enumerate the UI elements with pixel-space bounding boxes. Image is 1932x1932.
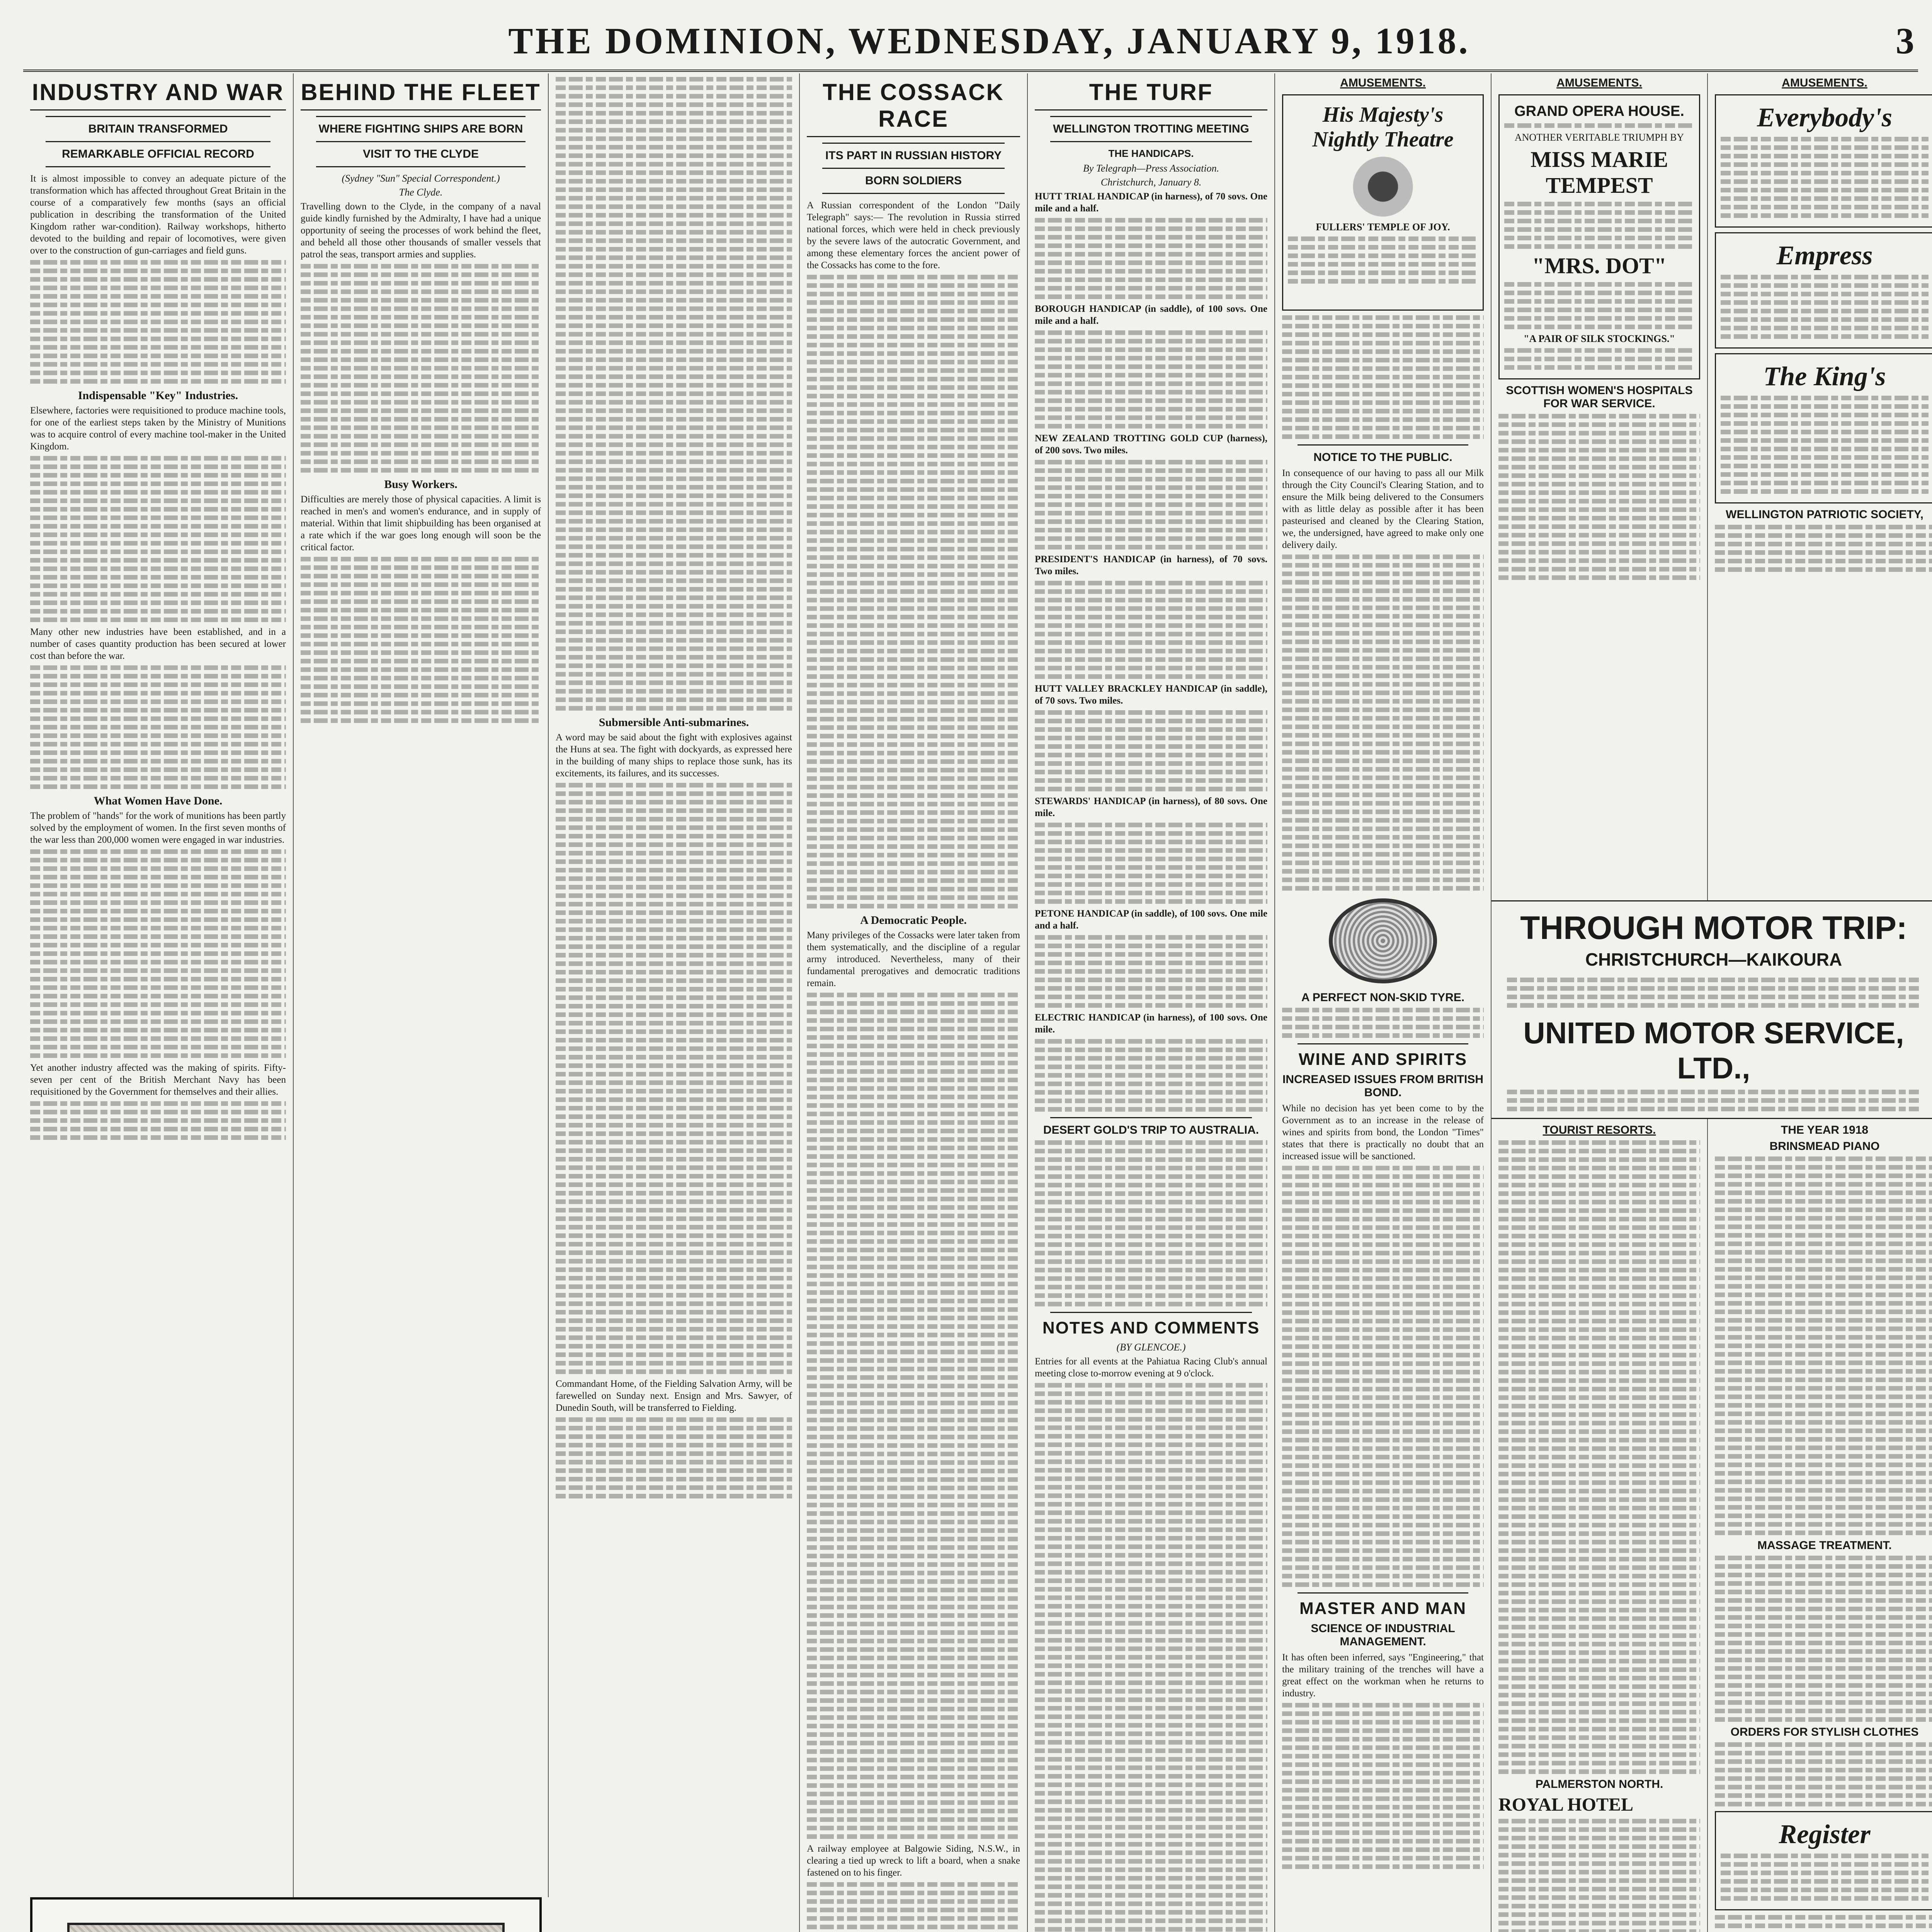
- divider: [316, 166, 526, 167]
- article-subhead: INCREASED ISSUES FROM BRITISH BOND.: [1282, 1073, 1484, 1099]
- article-paragraph: A railway employee at Balgowie Siding, N.S.W., in clearing a tied up wreck to lift a board, when a snake fastened on to his finger.: [807, 1844, 1020, 1878]
- fullers-advertisement: [1282, 94, 1484, 311]
- divider: [822, 143, 1005, 144]
- race-heading: ELECTRIC HANDICAP (in harness), of 100 sovs. One mile.: [1035, 1012, 1267, 1035]
- race-heading: PETONE HANDICAP (in saddle), of 100 sovs. One mile and a half.: [1035, 908, 1267, 931]
- column-tourist-resorts: [1492, 1121, 1708, 1932]
- notice-heading: ORDERS FOR STYLISH CLOTHES: [1730, 1726, 1919, 1738]
- kodak-ad-region: [23, 1897, 549, 1932]
- divider: [1298, 444, 1468, 446]
- masthead: [23, 12, 1918, 72]
- notice-heading: WELLINGTON PATRIOTIC SOCIETY,: [1726, 508, 1923, 521]
- article-headline: THE TURF: [1035, 79, 1267, 111]
- article-paragraph: Elsewhere, factories were requisitioned to produce machine tools, for one of the earliest steps taken by the Ministry of Munitions was to acquire control of every machine tool-maker in the United Kingdom.: [30, 405, 286, 452]
- divider: [1298, 1043, 1468, 1044]
- ad-firm-name: UNITED MOTOR SERVICE, LTD.,: [1523, 1016, 1904, 1085]
- article-subhead: VISIT TO THE CLYDE: [362, 148, 479, 160]
- divider: [46, 116, 270, 117]
- article-subhead: THE HANDICAPS.: [1108, 148, 1194, 159]
- divider: [46, 166, 270, 167]
- play-title: "MRS. DOT": [1532, 253, 1667, 278]
- column-cossack-race: [800, 73, 1028, 1932]
- divider: [822, 168, 1005, 169]
- divider: [1050, 1117, 1252, 1118]
- section-heading: A Democratic People.: [860, 914, 967, 927]
- venue-logo: The King's: [1763, 362, 1886, 391]
- article-subhead: DESERT GOLD'S TRIP TO AUSTRALIA.: [1043, 1124, 1259, 1136]
- article-paragraph: It is almost impossible to convey an adequate picture of the transformation which has affected throughout Great Britain in the course of a comparatively few months (says an official publication in describing the transformation of the United Kingdom rather war-condition). Railway workshops, hitherto devoted to the building and repair of locomotives, were given over to the construction of gun-carriages and field guns.: [30, 173, 286, 256]
- hotel-name: ROYAL HOTEL: [1498, 1794, 1634, 1815]
- star-name: MISS MARIE TEMPEST: [1530, 147, 1668, 198]
- article-paragraph: A Russian correspondent of the London "Daily Telegraph" says:— The revolution in Russia stirred national forces, which were held in check previously by the severe laws of the autocratic Government, and among these elementary forces the ancient power of the Cossacks has come to the fore.: [807, 200, 1020, 270]
- tyre-illustration: [1329, 898, 1437, 983]
- divider: [316, 116, 526, 117]
- section-headline: MASTER AND MAN: [1299, 1599, 1467, 1618]
- article-subhead: WHERE FIGHTING SHIPS ARE BORN: [318, 122, 523, 135]
- column-the-turf: [1028, 73, 1275, 1932]
- divider: [1050, 116, 1252, 117]
- everybodys-advertisement: [1715, 94, 1932, 228]
- column-industry-and-war: [23, 73, 294, 1932]
- empress-advertisement: [1715, 232, 1932, 349]
- register-advertisement: [1715, 1811, 1932, 1910]
- section-label: AMUSEMENTS.: [1340, 77, 1426, 89]
- ad-caption: A PERFECT NON-SKID TYRE.: [1301, 991, 1465, 1004]
- section-label: AMUSEMENTS.: [1782, 77, 1867, 89]
- divider: [822, 193, 1005, 194]
- camera-illustration: [67, 1923, 505, 1932]
- ad-line: ANOTHER VERITABLE TRIUMPH BY: [1514, 132, 1684, 143]
- article-paragraph: Travelling down to the Clyde, in the company of a naval guide kindly furnished by the Admiralty, I have had a unique opportunity of seeing the processes of work behind the fleet, and beheld all those other thousands of smaller vessels that patrol the seas, transport armies and supplies.: [301, 201, 541, 260]
- divider: [1050, 1312, 1252, 1313]
- notice-heading: PALMERSTON NORTH.: [1535, 1778, 1663, 1791]
- article-paragraph: Commandant Home, of the Fielding Salvation Army, will be farewelled on Sunday next. Ensign and Mrs. Sawyer, of Dunedin South, will be transferred to Fielding.: [556, 1379, 792, 1413]
- theatre-illustration: [1344, 156, 1422, 218]
- section-label: AMUSEMENTS.: [1556, 77, 1642, 89]
- divider: [1298, 1592, 1468, 1594]
- publication-logo: Register: [1779, 1820, 1871, 1849]
- article-subhead: WELLINGTON TROTTING MEETING: [1053, 122, 1249, 135]
- divider: [46, 141, 270, 142]
- masthead-title: THE DOMINION, WEDNESDAY, JANUARY 9, 1918.: [508, 20, 1470, 61]
- page-number: 3: [1896, 20, 1914, 61]
- section-heading: Indispensable "Key" Industries.: [78, 389, 238, 402]
- article-subhead: BORN SOLDIERS: [865, 174, 962, 187]
- column-classifieds: [1708, 1121, 1932, 1932]
- section-heading: Submersible Anti-submarines.: [599, 716, 749, 729]
- ad-headline: THROUGH MOTOR TRIP:: [1520, 910, 1907, 946]
- race-heading: NEW ZEALAND TROTTING GOLD CUP (harness), of 200 sovs. Two miles.: [1035, 433, 1267, 456]
- ad-route: CHRISTCHURCH—KAIKOURA: [1585, 949, 1842, 969]
- column-behind-the-fleet-top: [294, 73, 549, 1916]
- race-heading: HUTT TRIAL HANDICAP (in harness), of 70 sovs. One mile and a half.: [1035, 191, 1267, 214]
- kings-advertisement: [1715, 353, 1932, 503]
- article-subhead: SCIENCE OF INDUSTRIAL MANAGEMENT.: [1311, 1622, 1455, 1648]
- divider: [1050, 141, 1252, 142]
- opera-house-advertisement: [1498, 94, 1700, 379]
- article-subhead: BRITAIN TRANSFORMED: [88, 122, 228, 135]
- article-headline: BEHIND THE FLEET: [301, 79, 541, 111]
- race-heading: STEWARDS' HANDICAP (in harness), of 80 sovs. One mile.: [1035, 796, 1267, 818]
- kodak-advertisement: [30, 1897, 542, 1932]
- section-label: TOURIST RESORTS.: [1543, 1124, 1656, 1136]
- venue-logo: Everybody's: [1757, 103, 1892, 133]
- article-paragraph: Entries for all events at the Pahiatua Racing Club's annual meeting close to-morrow evening at 9 o'clock.: [1035, 1356, 1267, 1379]
- notice-heading: BRINSMEAD PIANO: [1769, 1140, 1880, 1153]
- section-headline: NOTES AND COMMENTS: [1042, 1318, 1260, 1337]
- article-paragraph: Many privileges of the Cossacks were later taken from them systematically, and the discipline of a regular army introduced. Nevertheless, many of their fundamental prerogatives and democratic traditions remain.: [807, 930, 1020, 988]
- section-heading: Busy Workers.: [384, 478, 457, 491]
- section-headline: WINE AND SPIRITS: [1298, 1050, 1468, 1069]
- article-headline: INDUSTRY AND WAR: [30, 79, 286, 111]
- article-paragraph: Many other new industries have been established, and in a number of cases quantity production has been secured at lower cost than before the war.: [30, 627, 286, 661]
- motor-trip-advertisement: [1492, 900, 1932, 1119]
- race-heading: BOROUGH HANDICAP (in saddle), of 100 sovs. One mile and a half.: [1035, 304, 1267, 326]
- article-paragraph: A word may be said about the fight with explosives against the Huns at sea. The fight with dockyards, as expressed here in the building of many ships to replace those sunk, has its excitements, its failures, and its successes.: [556, 732, 792, 779]
- column-behind-the-fleet-cont: [549, 73, 800, 1932]
- byline: By Telegraph—Press Association.: [1083, 163, 1219, 174]
- article-subhead: ITS PART IN RUSSIAN HISTORY: [825, 149, 1002, 162]
- byline: (Sydney "Sun" Special Correspondent.): [342, 173, 500, 184]
- byline: (BY GLENCOE.): [1116, 1342, 1186, 1353]
- race-heading: HUTT VALLEY BRACKLEY HANDICAP (in saddle), of 70 sovs. Two miles.: [1035, 684, 1267, 706]
- theatre-logo: His Majesty's Nightly Theatre: [1312, 103, 1454, 151]
- notice-heading: MASSAGE TREATMENT.: [1757, 1539, 1892, 1552]
- article-paragraph: Difficulties are merely those of physical capacities. A limit is reached in men's and women's endurance, and in supply of material. Within that limit shipbuilding has been organised at a rate which if the war goes long enough will soon be the critical factor.: [301, 494, 541, 553]
- dateline: Christchurch, January 8.: [1100, 177, 1202, 188]
- venue-name: GRAND OPERA HOUSE.: [1514, 103, 1684, 119]
- article-subhead: REMARKABLE OFFICIAL RECORD: [62, 148, 254, 160]
- article-paragraph: The problem of "hands" for the work of munitions has been partly solved by the employment of women. In the first seven months of the war less than 200,000 women were engaged in war industries.: [30, 811, 286, 845]
- race-heading: PRESIDENT'S HANDICAP (in harness), of 70 sovs. Two miles.: [1035, 554, 1267, 577]
- notice-text: In consequence of our having to pass all our Milk through the City Council's Clearing Station, and to ensure the Milk being delivered to the Consumers with as little delay as possible after it has been pasteurised and cleaned by the Clearing Station, we, the undersigned, have agreed to make only one delivery daily.: [1282, 468, 1484, 550]
- article-paragraph: Yet another industry affected was the making of spirits. Fifty-seven per cent of the British Merchant Navy has been requisitioned by the Government for themselves and their allies.: [30, 1063, 286, 1097]
- article-headline: THE COSSACK RACE: [807, 79, 1020, 137]
- notice-heading: NOTICE TO THE PUBLIC.: [1313, 451, 1452, 464]
- section-heading: What Women Have Done.: [94, 794, 223, 807]
- venue-logo: Empress: [1776, 241, 1873, 270]
- ad-line: FULLERS' TEMPLE OF JOY.: [1316, 221, 1450, 233]
- notice-heading: SCOTTISH WOMEN'S HOSPITALS FOR WAR SERVICE.: [1506, 384, 1693, 410]
- column-amusements-1: [1275, 73, 1492, 1932]
- divider: [316, 141, 526, 142]
- ad-line: "A PAIR OF SILK STOCKINGS.": [1524, 333, 1675, 344]
- article-paragraph: It has often been inferred, says "Engineering," that the military training of the trenches will have a great effect on the workman when he returns to industry.: [1282, 1652, 1484, 1699]
- dateline: The Clyde.: [399, 187, 443, 198]
- article-paragraph: While no decision has yet been come to by the Government as to an increase in the release of wines and spirits from bond, the London "Times" states that there is practically no doubt that an increased issue will be sanctioned.: [1282, 1103, 1484, 1162]
- notice-heading: THE YEAR 1918: [1781, 1124, 1869, 1136]
